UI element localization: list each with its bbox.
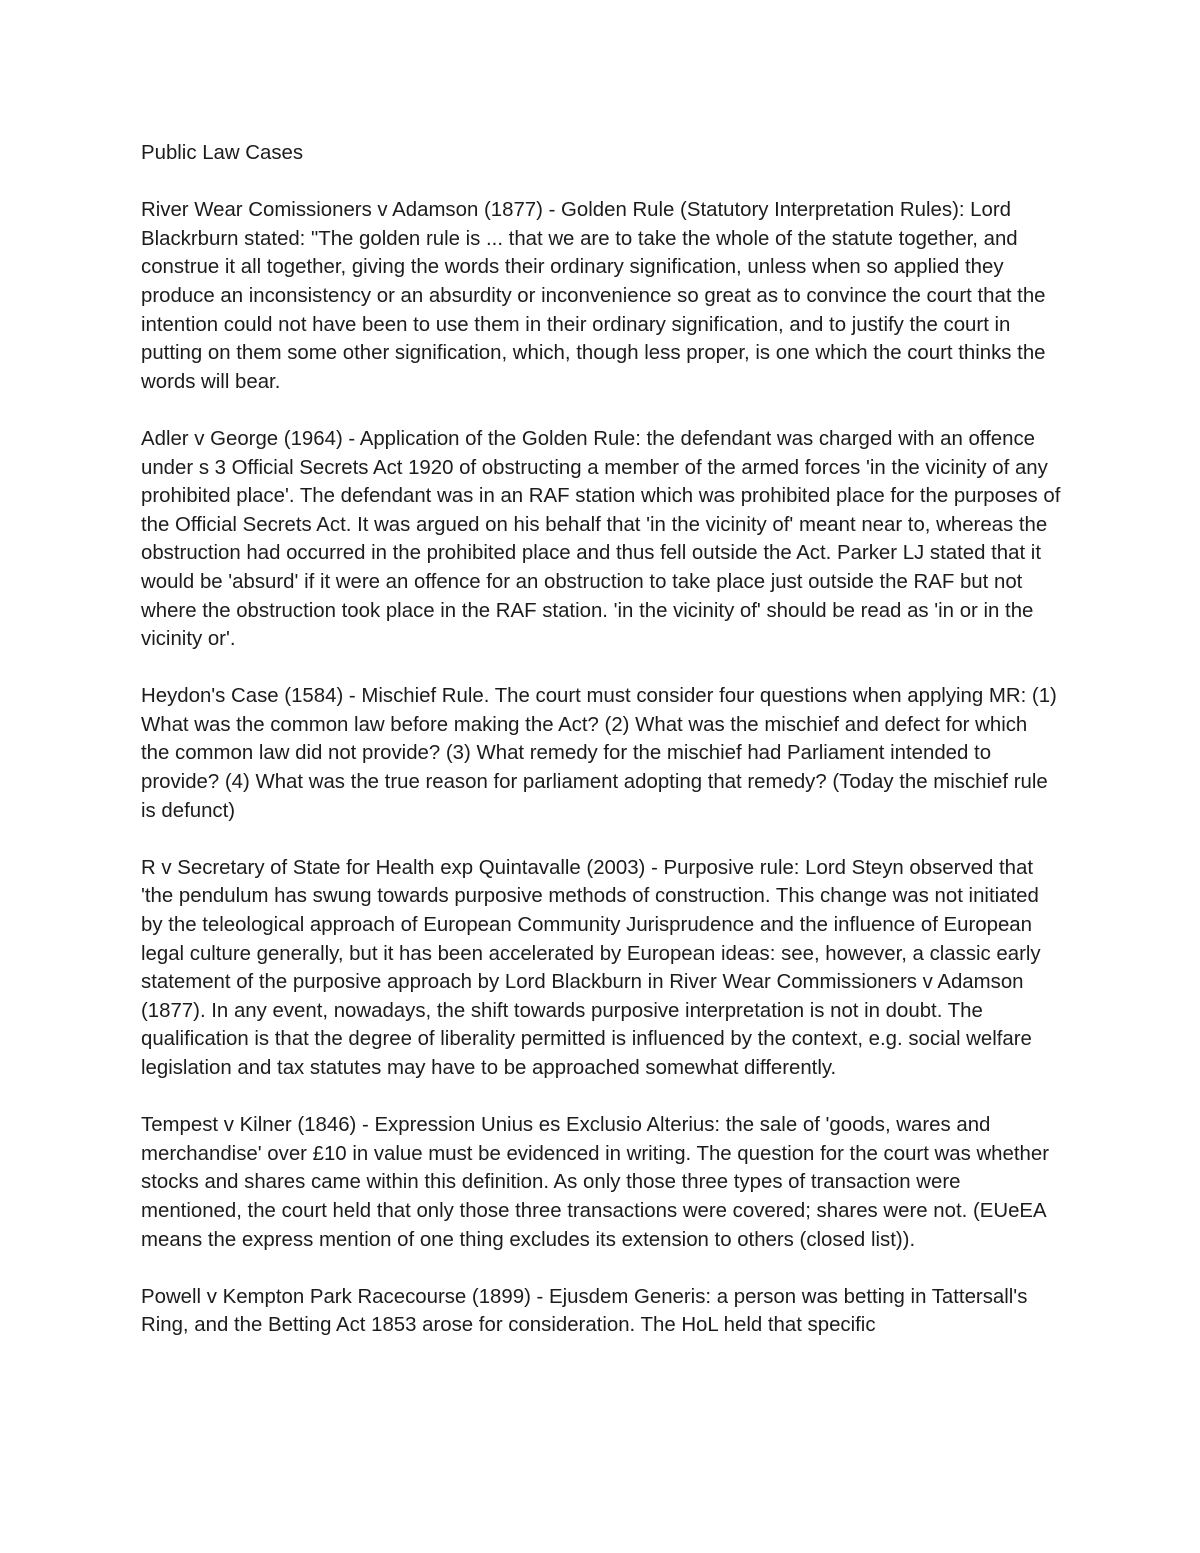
case-paragraph-powell-v-kempton: Powell v Kempton Park Racecourse (1899) - Ejusdem Generis: a person was betting in Tattersall's Ring, and the Betting Act 1853 arose for consideration. The HoL held that specific [141,1285,1028,1337]
case-paragraph-tempest-v-kilner: Tempest v Kilner (1846) - Expression Unius es Exclusio Alterius: the sale of 'goods, wares and merchandise' over £10 in value must be evidenced in writing. The question for the court was whether stocks and shares came within this definition. As only those three types of transaction were mentioned, the court held that only those three transactions were covered; shares were not. (EUeEA means the express mention of one thing excludes its extension to others (closed list)). [141,1114,1050,1251]
case-paragraph-adler-v-george: Adler v George (1964) - Application of the Golden Rule: the defendant was charged with an offence under s 3 Official Secrets Act 1920 of obstructing a member of the armed forces 'in the vicinity of any prohibited place'. The defendant was in an RAF station which was prohibited place for the purposes of the Official Secrets Act. It was argued on his behalf that 'in the vicinity of' meant near to, whereas the obstruction had occurred in the prohibited place and thus fell outside the Act. Parker LJ stated that it would be 'absurd' if it were an offence for an obstruction to take place just outside the RAF but not where the obstruction took place in the RAF station. 'in the vicinity of' should be read as 'in or in the vicinity or'. [141,427,1061,651]
document-title: Public Law Cases [141,142,304,164]
document-body [141,139,1061,1369]
case-paragraph-quintavalle: R v Secretary of State for Health exp Quintavalle (2003) - Purposive rule: Lord Steyn observed that 'the pendulum has swung towards purposive methods of construction. This change was not initiated by the teleological approach of European Community Jurisprudence and the influence of European legal culture generally, but it has been accelerated by European ideas: see, however, a classic early statement of the purposive approach by Lord Blackburn in River Wear Commissioners v Adamson (1877). In any event, nowadays, the shift towards purposive interpretation is not in doubt. The qualification is that the degree of liberality permitted is influenced by the context, e.g. social welfare legislation and tax statutes may have to be approached somewhat differently. [141,856,1041,1079]
case-paragraph-river-wear: River Wear Comissioners v Adamson (1877) - Golden Rule (Statutory Interpretation Rules): Lord Blackrburn stated: "The golden rule is ... that we are to take the whole of the statute together, and construe it all together, giving the words their ordinary signification, unless when so applied they produce an inconsistency or an absurdity or inconvenience so great as to convince the court that the intention could not have been to use them in their ordinary signification, and to justify the court in putting on them some other signification, which, though less proper, is one which the court thinks the words will bear. [141,199,1046,393]
case-paragraph-heydons-case: Heydon's Case (1584) - Mischief Rule. The court must consider four questions when applying MR: (1) What was the common law before making the Act? (2) What was the mischief and defect for which the common law did not provide? (3) What remedy for the mischief had Parliament intended to provide? (4) What was the true reason for parliament adopting that remedy? (Today the mischief rule is defunct) [141,685,1057,822]
